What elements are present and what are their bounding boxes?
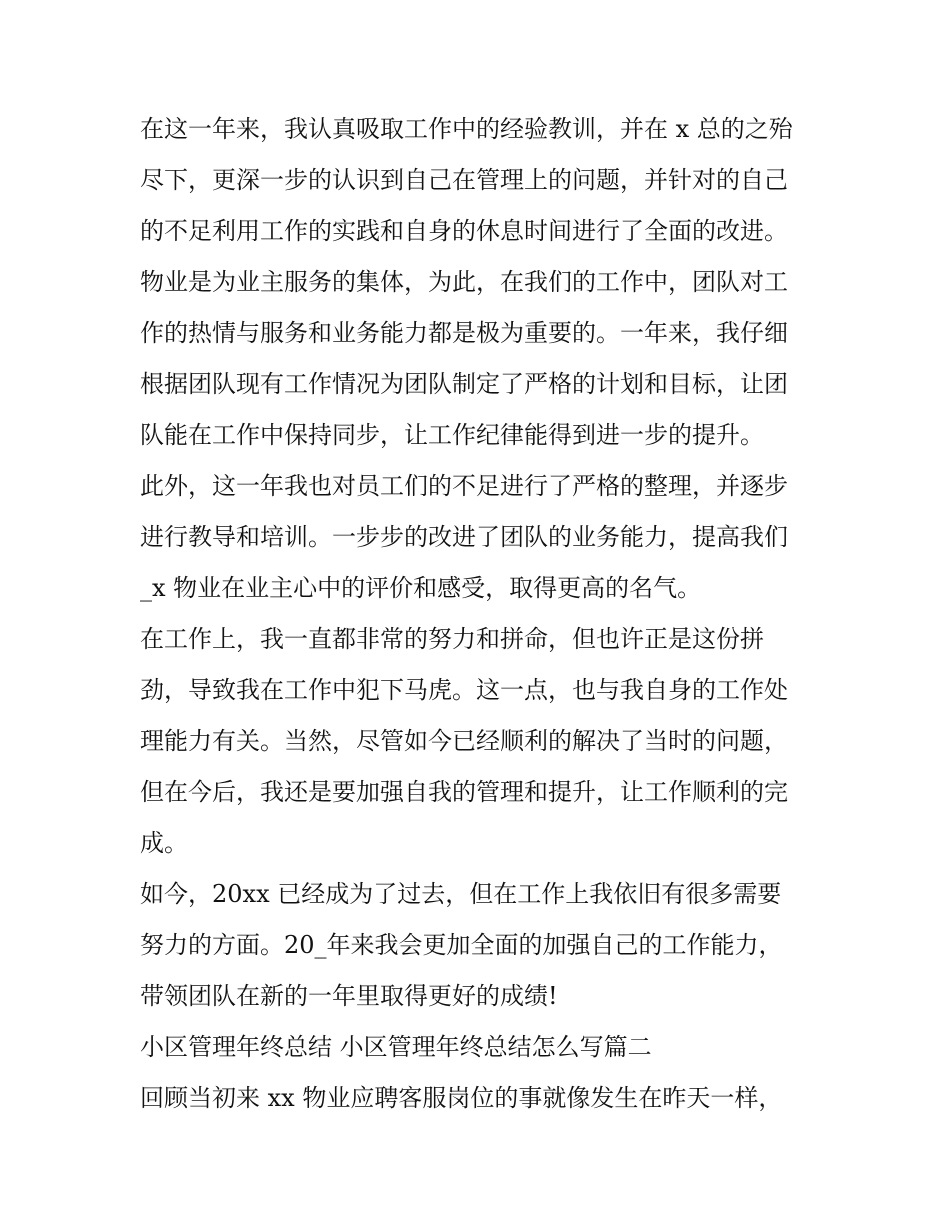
text-line: 在工作上，我一直都非常的努力和拼命，但也许正是这份拼 — [140, 625, 764, 653]
text-line: 但在今后，我还是要加强自我的管理和提升，让工作顺利的完 — [140, 778, 788, 806]
text-line: 回顾当初来 xx 物业应聘客服岗位的事就像发生在昨天一样， — [140, 1084, 783, 1112]
text-line: 成。 — [140, 829, 188, 857]
text-line: 进行教导和培训。一步步的改进了团队的业务能力，提高我们 — [140, 523, 788, 551]
text-line: 带领团队在新的一年里取得更好的成绩! — [140, 982, 558, 1010]
text-line: 努力的方面。20_年来我会更加全面的加强自己的工作能力， — [140, 931, 783, 959]
section-heading: 小区管理年终总结 小区管理年终总结怎么写篇二 — [140, 1033, 652, 1061]
text-line: 队能在工作中保持同步，让工作纪律能得到进一步的提升。 — [140, 421, 764, 449]
text-line: 劲，导致我在工作中犯下马虎。这一点，也与我自身的工作处 — [140, 676, 788, 704]
text-line: 如今，20xx 已经成为了过去，但在工作上我依旧有很多需要 — [140, 880, 782, 908]
document-body — [140, 104, 820, 1124]
text-line: 物业是为业主服务的集体，为此，在我们的工作中，团队对工 — [140, 268, 788, 296]
text-line: 作的热情与服务和业务能力都是极为重要的。一年来，我仔细 — [140, 319, 788, 347]
text-line: _x 物业在业主心中的评价和感受，取得更高的名气。 — [140, 574, 702, 602]
text-line: 的不足利用工作的实践和自身的休息时间进行了全面的改进。 — [140, 217, 788, 245]
text-line: 在这一年来，我认真吸取工作中的经验教训，并在 x 总的之殆 — [140, 115, 793, 143]
text-line: 尽下，更深一步的认识到自己在管理上的问题，并针对的自己 — [140, 166, 788, 194]
text-line: 此外，这一年我也对员工们的不足进行了严格的整理，并逐步 — [140, 472, 788, 500]
text-line: 根据团队现有工作情况为团队制定了严格的计划和目标，让团 — [140, 370, 788, 398]
text-line: 理能力有关。当然，尽管如今已经顺利的解决了当时的问题， — [140, 727, 788, 755]
